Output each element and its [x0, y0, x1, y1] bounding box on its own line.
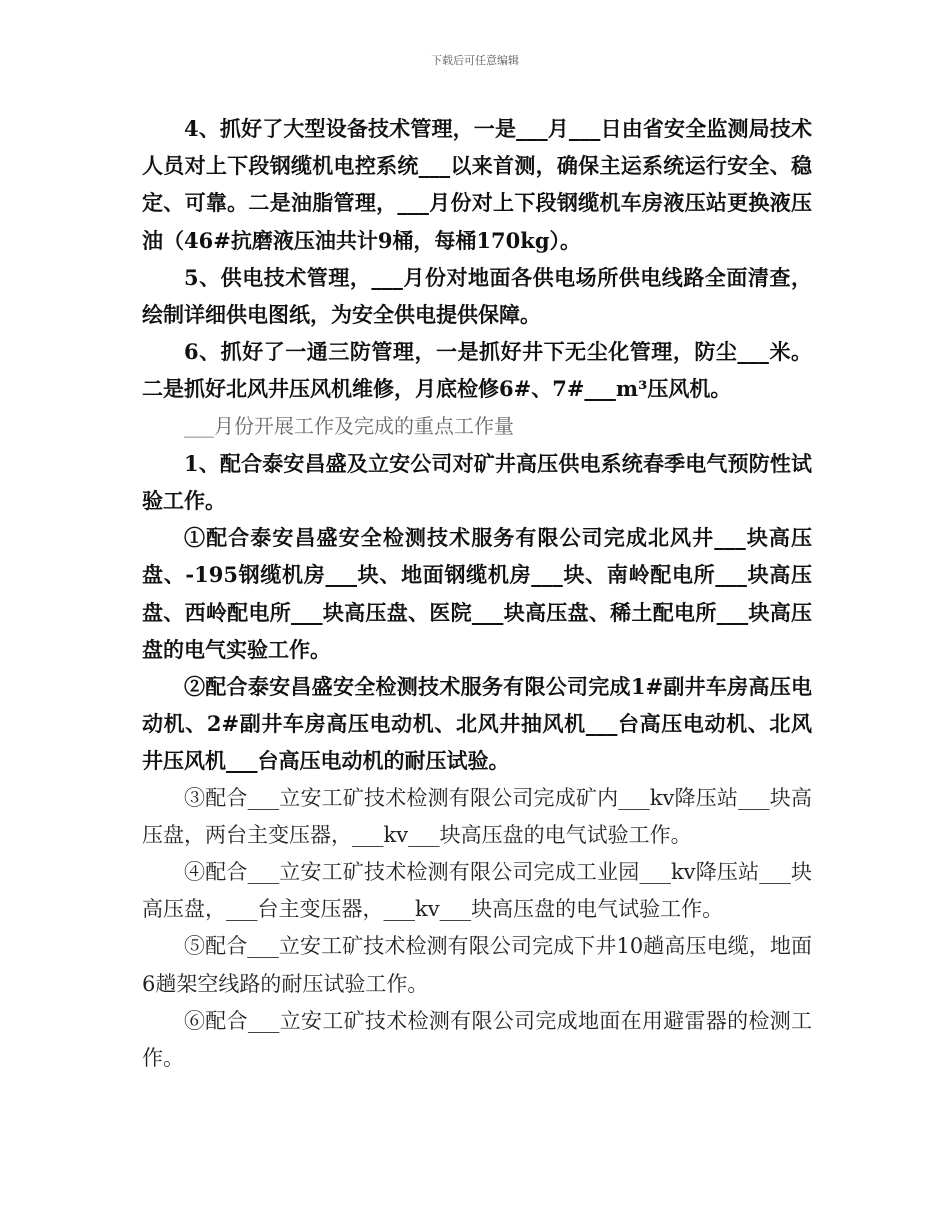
paragraph-item-5: 5、供电技术管理，___月份对地面各供电场所供电线路全面清查，绘制详细供电图纸，为安全供电提供保障。 — [142, 264, 812, 328]
paragraph-sub-3: ③配合___立安工矿技术检测有限公司完成矿内___kv降压站___块高压盘，两台主变压器，___kv___块高压盘的电气试验工作。 — [142, 785, 812, 847]
section-heading: ___月份开展工作及完成的重点工作量 — [184, 413, 514, 438]
document-body — [142, 110, 812, 1077]
paragraph-item-6: 6、抓好了一通三防管理，一是抓好井下无尘化管理，防尘___米。二是抓好北风井压风机维修，月底检修6#、7#___m³压风机。 — [142, 339, 812, 402]
page-header: 下载后可任意编辑 — [431, 54, 519, 67]
paragraph-item-1: 1、配合泰安昌盛及立安公司对矿井高压供电系统春季电气预防性试验工作。 — [142, 450, 812, 514]
paragraph-sub-1: ①配合泰安昌盛安全检测技术服务有限公司完成北风井___块高压盘、-195钢缆机房___块、地面钢缆机房___块、南岭配电所___块高压盘、西岭配电所___块高压盘、医院___块高压盘、稀土配电所___块高压盘的电气实验工作。 — [142, 525, 812, 662]
paragraph-item-4: 4、抓好了大型设备技术管理，一是___月___日由省安全监测局技术人员对上下段钢缆机电控系统___以来首测，确保主运系统运行安全、稳定、可靠。二是油脂管理，___月份对上下段钢缆机车房液压站更换液压油（46#抗磨液压油共计9桶，每桶170kg）。 — [142, 116, 812, 253]
paragraph-sub-5: ⑤配合___立安工矿技术检测有限公司完成下井10趟高压电缆，地面6趟架空线路的耐压试验工作。 — [142, 934, 812, 996]
paragraph-sub-4: ④配合___立安工矿技术检测有限公司完成工业园___kv降压站___块高压盘，___台主变压器，___kv___块高压盘的电气试验工作。 — [142, 860, 812, 922]
paragraph-sub-2: ②配合泰安昌盛安全检测技术服务有限公司完成1#副井车房高压电动机、2#副井车房高压电动机、北风井抽风机___台高压电动机、北风井压风机___台高压电动机的耐压试验。 — [142, 674, 812, 774]
paragraph-sub-6: ⑥配合___立安工矿技术检测有限公司完成地面在用避雷器的检测工作。 — [142, 1008, 812, 1071]
